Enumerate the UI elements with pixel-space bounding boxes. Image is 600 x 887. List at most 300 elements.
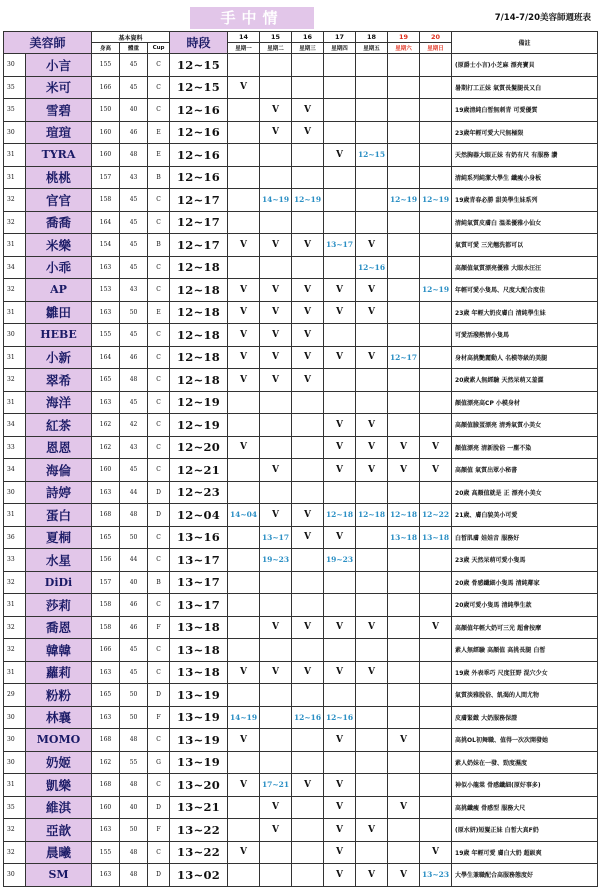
day-cell	[228, 571, 260, 594]
height-cell: 160	[92, 796, 120, 819]
day-cell	[388, 661, 420, 684]
weight-cell: 45	[120, 639, 148, 662]
day-cell	[260, 729, 292, 752]
header-date: 15	[260, 32, 292, 43]
note-cell: 20歲可愛小隻馬 清純學生款	[452, 594, 598, 617]
day-cell: V	[356, 234, 388, 257]
stylist-name: 維淇	[26, 796, 92, 819]
time-slot: 13~22	[170, 841, 228, 864]
height-cell: 162	[92, 436, 120, 459]
day-cell: V	[292, 661, 324, 684]
header-weekday: 星期一	[228, 43, 260, 54]
schedule-page	[3, 3, 597, 887]
header-date: 19	[388, 32, 420, 43]
day-cell: V	[260, 301, 292, 324]
day-cell	[228, 391, 260, 414]
age-cell: 31	[4, 234, 26, 257]
day-cell	[292, 796, 324, 819]
day-cell: V	[324, 459, 356, 482]
time-slot: 12~18	[170, 279, 228, 302]
stylist-row	[4, 76, 598, 99]
time-slot: 13~18	[170, 639, 228, 662]
weight-cell: 45	[120, 234, 148, 257]
stylist-name: 桃桃	[26, 166, 92, 189]
day-cell	[292, 76, 324, 99]
day-cell	[356, 121, 388, 144]
day-cell: V	[292, 504, 324, 527]
note-cell: 高顏值臉蛋漂亮 清秀氣質小美女	[452, 414, 598, 437]
day-cell: 13~23	[420, 864, 452, 887]
day-cell	[292, 549, 324, 572]
weight-cell: 50	[120, 706, 148, 729]
day-cell: V	[388, 436, 420, 459]
day-cell: V	[324, 841, 356, 864]
day-cell: V	[228, 774, 260, 797]
note-cell: 高顏值年輕大奶可三光 超會按摩	[452, 616, 598, 639]
note-cell: 高顏值 氣質出眾小秘書	[452, 459, 598, 482]
note-cell: 23歲 年輕大奶皮膚白 清純學生妹	[452, 301, 598, 324]
day-cell: V	[356, 279, 388, 302]
stylist-name: 粉粉	[26, 684, 92, 707]
day-cell	[356, 549, 388, 572]
weight-cell: 48	[120, 729, 148, 752]
day-cell	[356, 571, 388, 594]
stylist-name: 恩恩	[26, 436, 92, 459]
age-cell: 33	[4, 549, 26, 572]
stylist-row	[4, 346, 598, 369]
day-cell	[420, 211, 452, 234]
day-cell	[420, 369, 452, 392]
age-cell: 35	[4, 76, 26, 99]
height-cell: 156	[92, 549, 120, 572]
age-cell: 30	[4, 54, 26, 77]
height-cell: 163	[92, 661, 120, 684]
age-cell: 30	[4, 864, 26, 887]
stylist-name: 凱樂	[26, 774, 92, 797]
stylist-row	[4, 414, 598, 437]
stylist-row	[4, 256, 598, 279]
day-cell	[260, 481, 292, 504]
stylist-name: 雪碧	[26, 99, 92, 122]
age-cell: 30	[4, 729, 26, 752]
day-cell: 12~15	[356, 144, 388, 167]
day-cell: V	[324, 616, 356, 639]
day-cell	[260, 54, 292, 77]
day-cell	[292, 166, 324, 189]
day-cell	[228, 526, 260, 549]
day-cell	[388, 211, 420, 234]
weight-cell: 40	[120, 99, 148, 122]
day-cell	[228, 864, 260, 887]
cup-cell: C	[148, 639, 170, 662]
day-cell	[292, 751, 324, 774]
day-cell	[292, 144, 324, 167]
weight-cell: 44	[120, 549, 148, 572]
height-cell: 168	[92, 504, 120, 527]
day-cell	[388, 481, 420, 504]
stylist-row	[4, 819, 598, 842]
stylist-row	[4, 504, 598, 527]
height-cell: 165	[92, 684, 120, 707]
day-cell	[388, 166, 420, 189]
height-cell: 153	[92, 279, 120, 302]
time-slot: 12~04	[170, 504, 228, 527]
day-cell	[356, 481, 388, 504]
day-cell	[420, 121, 452, 144]
stylist-name: 林襄	[26, 706, 92, 729]
day-cell: V	[388, 459, 420, 482]
day-cell	[228, 481, 260, 504]
day-cell	[420, 414, 452, 437]
cup-cell: D	[148, 796, 170, 819]
day-cell: 12~19	[420, 189, 452, 212]
day-cell: 12~19	[388, 189, 420, 212]
day-cell	[420, 661, 452, 684]
day-cell	[260, 211, 292, 234]
day-cell	[292, 414, 324, 437]
day-cell: V	[260, 369, 292, 392]
day-cell	[260, 864, 292, 887]
day-cell	[324, 54, 356, 77]
day-cell: V	[260, 346, 292, 369]
day-cell	[260, 841, 292, 864]
day-cell: V	[324, 279, 356, 302]
day-cell	[420, 729, 452, 752]
cup-cell: C	[148, 369, 170, 392]
stylist-row	[4, 481, 598, 504]
day-cell	[324, 121, 356, 144]
note-cell: 素人無經驗 高顏值 高挑長腿 白皙	[452, 639, 598, 662]
day-cell	[388, 706, 420, 729]
cup-cell: D	[148, 504, 170, 527]
day-cell: V	[260, 99, 292, 122]
day-cell	[228, 256, 260, 279]
day-cell: V	[260, 279, 292, 302]
day-cell: V	[228, 729, 260, 752]
stylist-row	[4, 796, 598, 819]
day-cell	[388, 594, 420, 617]
store-title: 手中情	[190, 7, 314, 29]
day-cell: V	[292, 301, 324, 324]
time-slot: 13~19	[170, 684, 228, 707]
stylist-row	[4, 841, 598, 864]
stylist-name: SM	[26, 864, 92, 887]
height-cell: 157	[92, 571, 120, 594]
day-cell	[388, 751, 420, 774]
note-cell: 神似小龍棠 骨感纖細(原好事多)	[452, 774, 598, 797]
day-cell	[420, 639, 452, 662]
day-cell	[356, 54, 388, 77]
day-cell	[388, 616, 420, 639]
time-slot: 13~21	[170, 796, 228, 819]
day-cell: V	[356, 819, 388, 842]
day-cell: V	[228, 279, 260, 302]
age-cell: 30	[4, 481, 26, 504]
day-cell	[228, 211, 260, 234]
day-cell	[388, 324, 420, 347]
time-slot: 12~18	[170, 256, 228, 279]
stylist-row	[4, 234, 598, 257]
stylist-name: 瑄瑄	[26, 121, 92, 144]
stylist-row	[4, 639, 598, 662]
day-cell	[356, 729, 388, 752]
stylist-name: 莎莉	[26, 594, 92, 617]
day-cell	[420, 324, 452, 347]
day-cell	[324, 571, 356, 594]
cup-cell: C	[148, 324, 170, 347]
day-cell	[388, 54, 420, 77]
weight-cell: 46	[120, 346, 148, 369]
stylist-name: MOMO	[26, 729, 92, 752]
day-cell: V	[420, 841, 452, 864]
day-cell	[388, 144, 420, 167]
note-cell: 19歲清純白皙無刺青 可愛優質	[452, 99, 598, 122]
time-slot: 12~17	[170, 189, 228, 212]
day-cell	[420, 256, 452, 279]
weight-cell: 48	[120, 504, 148, 527]
day-cell: V	[324, 864, 356, 887]
cup-cell: C	[148, 54, 170, 77]
day-cell: V	[356, 301, 388, 324]
day-cell: 13~18	[420, 526, 452, 549]
day-cell	[420, 166, 452, 189]
cup-cell: E	[148, 121, 170, 144]
day-cell	[228, 594, 260, 617]
day-cell	[356, 706, 388, 729]
note-cell: 大學生兼職配合高服務態度好	[452, 864, 598, 887]
day-cell	[420, 774, 452, 797]
weight-cell: 50	[120, 684, 148, 707]
cup-cell: C	[148, 841, 170, 864]
weight-cell: 45	[120, 256, 148, 279]
weight-cell: 45	[120, 76, 148, 99]
age-cell: 33	[4, 436, 26, 459]
day-cell: V	[356, 346, 388, 369]
day-cell	[260, 571, 292, 594]
day-cell	[420, 706, 452, 729]
age-cell: 30	[4, 324, 26, 347]
age-cell: 35	[4, 99, 26, 122]
stylist-name: 奶姬	[26, 751, 92, 774]
day-cell: 14~19	[228, 706, 260, 729]
cup-cell: C	[148, 414, 170, 437]
day-cell	[292, 459, 324, 482]
day-cell	[260, 639, 292, 662]
note-cell: 20歲素人無經驗 天然呆萌又羞澀	[452, 369, 598, 392]
day-cell	[228, 616, 260, 639]
weight-cell: 43	[120, 279, 148, 302]
stylist-row	[4, 526, 598, 549]
time-slot: 12~18	[170, 369, 228, 392]
day-cell	[324, 99, 356, 122]
day-cell	[388, 391, 420, 414]
day-cell: V	[228, 324, 260, 347]
day-cell: V	[292, 234, 324, 257]
weight-cell: 45	[120, 211, 148, 234]
time-slot: 12~15	[170, 54, 228, 77]
stylist-name: 晨曦	[26, 841, 92, 864]
stylist-row	[4, 211, 598, 234]
age-cell: 30	[4, 751, 26, 774]
stylist-row	[4, 99, 598, 122]
day-cell: 12~22	[420, 504, 452, 527]
day-cell	[388, 369, 420, 392]
cup-cell: C	[148, 346, 170, 369]
cup-cell: B	[148, 166, 170, 189]
weight-cell: 44	[120, 481, 148, 504]
day-cell	[324, 211, 356, 234]
day-cell	[260, 391, 292, 414]
note-cell: (原爵士小言)小芝麻 漂亮寶貝	[452, 54, 598, 77]
height-cell: 158	[92, 594, 120, 617]
cup-cell: C	[148, 526, 170, 549]
day-cell	[228, 99, 260, 122]
day-cell	[324, 751, 356, 774]
day-cell	[356, 189, 388, 212]
age-cell: 31	[4, 594, 26, 617]
day-cell: V	[356, 459, 388, 482]
day-cell	[228, 796, 260, 819]
cup-cell: C	[148, 549, 170, 572]
stylist-name: 喬恩	[26, 616, 92, 639]
note-cell: 19歲青春必勝 甜美學生妹系列	[452, 189, 598, 212]
day-cell	[420, 144, 452, 167]
time-slot: 13~02	[170, 864, 228, 887]
age-cell: 30	[4, 121, 26, 144]
note-cell: 顏值漂亮高CP 小模身材	[452, 391, 598, 414]
cup-cell: C	[148, 774, 170, 797]
day-cell	[388, 549, 420, 572]
stylist-row	[4, 774, 598, 797]
schedule-rows	[4, 54, 598, 887]
day-cell	[292, 211, 324, 234]
day-cell: 12~16	[292, 706, 324, 729]
day-cell	[324, 684, 356, 707]
day-cell	[356, 324, 388, 347]
note-cell: 素人奶妹在一發、勁度濕度	[452, 751, 598, 774]
stylist-name: 喬喬	[26, 211, 92, 234]
stylist-row	[4, 166, 598, 189]
day-cell	[388, 841, 420, 864]
stylist-row	[4, 144, 598, 167]
height-cell: 157	[92, 166, 120, 189]
height-cell: 155	[92, 841, 120, 864]
day-cell	[356, 639, 388, 662]
cup-cell: C	[148, 661, 170, 684]
day-cell	[324, 391, 356, 414]
day-cell: 12~16	[324, 706, 356, 729]
day-cell	[388, 256, 420, 279]
day-cell	[356, 841, 388, 864]
day-cell: V	[292, 324, 324, 347]
age-cell: 31	[4, 166, 26, 189]
header-basic: 基本資料	[92, 32, 170, 43]
height-cell: 165	[92, 526, 120, 549]
day-cell	[388, 301, 420, 324]
day-cell: V	[324, 346, 356, 369]
header-date: 16	[292, 32, 324, 43]
cup-cell: C	[148, 391, 170, 414]
day-cell	[292, 841, 324, 864]
day-cell: V	[324, 414, 356, 437]
stylist-row	[4, 189, 598, 212]
day-cell	[292, 256, 324, 279]
day-cell	[420, 684, 452, 707]
weight-cell: 45	[120, 189, 148, 212]
age-cell: 32	[4, 616, 26, 639]
day-cell: V	[324, 144, 356, 167]
header-weekday: 星期二	[260, 43, 292, 54]
stylist-row	[4, 616, 598, 639]
day-cell	[324, 481, 356, 504]
day-cell	[292, 391, 324, 414]
stylist-name: 官官	[26, 189, 92, 212]
cup-cell: F	[148, 616, 170, 639]
age-cell: 32	[4, 279, 26, 302]
day-cell	[260, 706, 292, 729]
note-cell: 高挑纖瘦 骨感型 服務大尺	[452, 796, 598, 819]
height-cell: 163	[92, 256, 120, 279]
note-cell: 高挑OL初舞職、值得一次次開發她	[452, 729, 598, 752]
time-slot: 13~17	[170, 594, 228, 617]
day-cell	[292, 481, 324, 504]
day-cell: V	[356, 414, 388, 437]
day-cell: 17~21	[260, 774, 292, 797]
day-cell	[260, 166, 292, 189]
day-cell: 19~23	[324, 549, 356, 572]
day-cell: V	[292, 99, 324, 122]
stylist-row	[4, 661, 598, 684]
weight-cell: 45	[120, 391, 148, 414]
height-cell: 163	[92, 819, 120, 842]
day-cell	[324, 369, 356, 392]
time-slot: 13~19	[170, 729, 228, 752]
weight-cell: 42	[120, 414, 148, 437]
day-cell	[420, 54, 452, 77]
day-cell	[260, 76, 292, 99]
day-cell: V	[228, 436, 260, 459]
day-cell	[292, 864, 324, 887]
time-slot: 12~21	[170, 459, 228, 482]
stylist-name: HEBE	[26, 324, 92, 347]
note-cell: 顏值漂亮 清新脫俗 一塵不染	[452, 436, 598, 459]
cup-cell: C	[148, 459, 170, 482]
stylist-row	[4, 436, 598, 459]
day-cell	[388, 99, 420, 122]
note-cell: 23歲年輕可愛大尺無極限	[452, 121, 598, 144]
stylist-name: 雛田	[26, 301, 92, 324]
age-cell: 31	[4, 774, 26, 797]
day-cell: V	[228, 369, 260, 392]
day-cell	[388, 639, 420, 662]
day-cell: V	[228, 661, 260, 684]
day-cell	[420, 301, 452, 324]
time-slot: 12~18	[170, 346, 228, 369]
weight-cell: 45	[120, 459, 148, 482]
day-cell: V	[228, 76, 260, 99]
day-cell	[388, 76, 420, 99]
height-cell: 150	[92, 99, 120, 122]
day-cell: 12~16	[356, 256, 388, 279]
time-slot: 13~16	[170, 526, 228, 549]
time-slot: 13~18	[170, 616, 228, 639]
stylist-name: 海倫	[26, 459, 92, 482]
day-cell	[420, 346, 452, 369]
stylist-row	[4, 121, 598, 144]
day-cell	[388, 684, 420, 707]
day-cell: V	[292, 346, 324, 369]
height-cell: 155	[92, 54, 120, 77]
